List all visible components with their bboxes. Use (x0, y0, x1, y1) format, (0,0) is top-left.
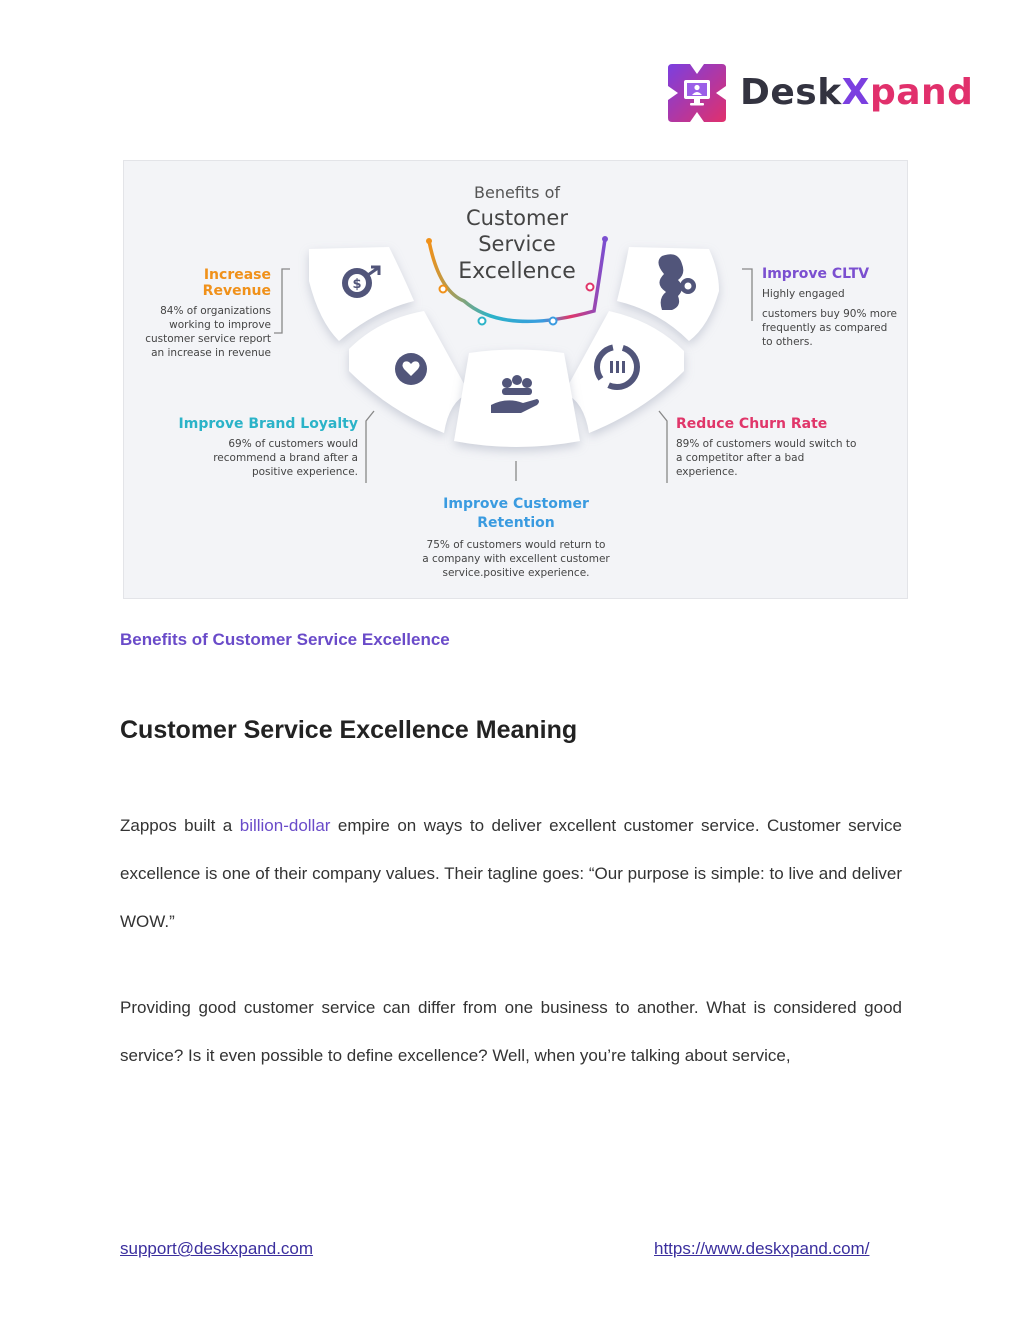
brand-name (740, 72, 973, 113)
desc-line: 89% of customers would switch to (676, 438, 857, 450)
desc-line: to others. (762, 336, 813, 348)
desc-line: 75% of customers would return to (426, 539, 606, 551)
arc-dot (440, 286, 447, 293)
desc-line: a company with excellent customer (422, 553, 610, 565)
benefit-description (134, 304, 271, 360)
desc-line: Highly engaged (762, 288, 845, 300)
desc-line: positive experience. (251, 466, 358, 478)
benefit-increase-revenue (134, 267, 271, 360)
benefit-description (164, 437, 358, 479)
segment-customer-retention (454, 350, 580, 448)
desc-line: customer service report (145, 333, 271, 345)
benefit-title: Improve Brand Loyalty (178, 416, 358, 432)
infographic-title-line-2: Customer (465, 206, 568, 230)
bracket-line (742, 269, 752, 321)
paragraph-text: Zappos built a (120, 816, 240, 835)
brand-logo (664, 60, 974, 130)
desc-line: service.positive experience. (442, 567, 590, 579)
title-line: Retention (477, 515, 555, 531)
benefit-customer-retention (406, 495, 626, 580)
desc-line: 69% of customers would (228, 438, 358, 450)
section-heading: Customer Service Excellence Meaning (120, 716, 578, 744)
arc-dot (479, 318, 486, 325)
infographic-title-line-1: Benefits of (474, 183, 560, 202)
benefit-title: Improve CLTV (762, 266, 870, 282)
support-email-link[interactable]: support@deskxpand.com (120, 1239, 314, 1258)
billion-dollar-link[interactable]: billion-dollar (239, 816, 331, 835)
desc-line: an increase in revenue (151, 347, 271, 359)
heart-badge-icon (395, 353, 427, 385)
bracket-line (366, 411, 374, 483)
paragraph-2: Providing good customer service can differ from one business to another. What is considered good service? Is it even possible to define excellence? Well, when you’re talking about service, (120, 998, 902, 1065)
website-link[interactable]: https://www.deskxpand.com/ (654, 1239, 870, 1258)
benefit-title: Increase Revenue (202, 267, 271, 299)
brand-part-2: X (841, 72, 870, 113)
arc-dot (587, 284, 594, 291)
benefit-title: Reduce Churn Rate (676, 416, 828, 432)
deskxpand-logo-icon (664, 60, 730, 126)
benefit-reduce-churn (676, 416, 876, 479)
arc-dot (550, 318, 557, 325)
benefit-description (762, 287, 904, 349)
desc-line: a competitor after a bad (676, 452, 805, 464)
brand-part-3: pand (869, 72, 974, 113)
title-line: Improve Customer (443, 496, 589, 512)
desc-line: recommend a brand after a (213, 452, 358, 464)
desc-line: working to improve (169, 319, 271, 331)
benefit-improve-cltv (762, 266, 904, 349)
paragraph-text: empire on ways to deliver excellent customer service. Customer service excellence is one of their company values. Their tagline goes: “Our purpose is simple: to live and deliver WOW.” (120, 816, 903, 931)
desc-line: frequently as compared (762, 322, 888, 334)
image-caption: Benefits of Customer Service Excellence (120, 630, 450, 649)
paragraph-1 (120, 802, 902, 946)
bracket-line (274, 269, 290, 333)
infographic-title-line-4: Excellence (458, 259, 576, 284)
infographic-title-line-3: Service (478, 232, 556, 256)
benefits-infographic (123, 160, 908, 599)
benefit-brand-loyalty (164, 416, 358, 479)
bracket-line (659, 411, 667, 483)
desc-line: customers buy 90% more (762, 308, 897, 320)
benefit-description (676, 437, 876, 479)
benefit-description (406, 538, 626, 580)
svg-text:$: $ (352, 277, 362, 292)
benefit-title (406, 495, 626, 533)
desc-line: experience. (676, 466, 738, 478)
brand-part-1: Desk (740, 72, 842, 113)
desc-line: 84% of organizations (160, 305, 271, 317)
